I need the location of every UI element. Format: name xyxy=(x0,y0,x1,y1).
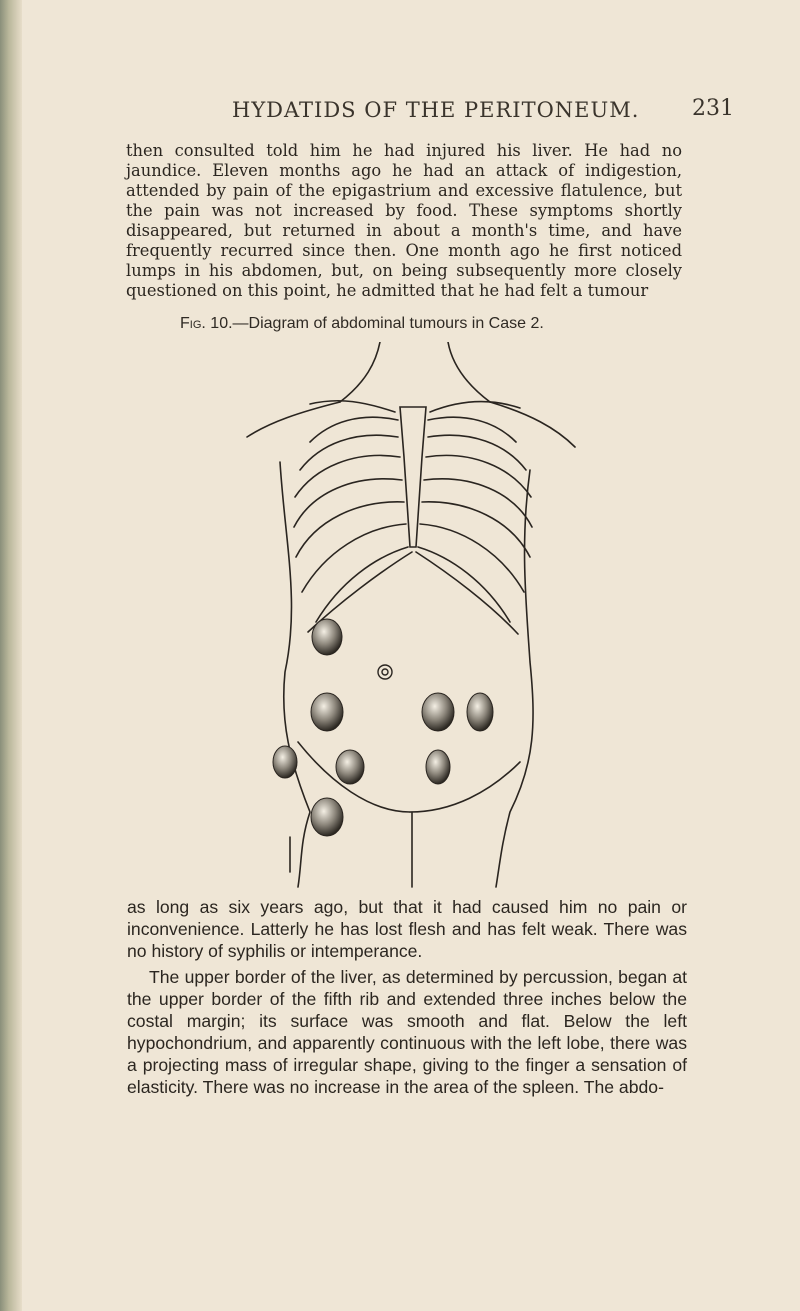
tumour-spot-2 xyxy=(311,693,343,731)
figure-caption-text: —Diagram of abdominal tumours in Case 2. xyxy=(232,315,544,332)
abdominal-tumour-diagram xyxy=(190,342,650,892)
paragraph-1-text: then consulted told him he had injured his liver. He had no jaundice. Eleven months ago he had an attack of indigestion, attended by pain of the epigastrium and excessive flatulence, but the pain was not increased by food. These symptoms shortly disappeared, but returned in about a month's time, and have frequently recurred since then. One month ago he first noticed lumps in his abdomen, but, on being subsequently more closely questioned on this point, he admitted that he had felt a tumour xyxy=(126,141,682,300)
paragraph-3 xyxy=(127,966,687,1098)
tumour-spot-5 xyxy=(273,746,297,778)
tumour-spot-1 xyxy=(312,619,342,655)
figure-label: Fig. xyxy=(180,315,206,332)
paragraph-2-text: as long as six years ago, but that it had caused him no pain or inconvenience. Latterly he has lost flesh and has felt weak. There was no history of syphilis or intemperance. xyxy=(127,897,687,961)
rib-right-2 xyxy=(428,435,526,470)
figure-number: 10. xyxy=(210,315,233,332)
running-head: HYDATIDS OF THE PERITONEUM. xyxy=(232,98,640,122)
torso-right-side xyxy=(496,470,533,887)
tumour-spot-4 xyxy=(467,693,493,731)
tumour-spot-7 xyxy=(426,750,450,784)
rib-left-5 xyxy=(296,502,404,557)
page-number: 231 xyxy=(692,96,734,121)
shoulder-left-line xyxy=(247,402,340,437)
rib-left-6 xyxy=(302,524,406,592)
rib-right-5 xyxy=(422,502,530,557)
rib-right-6 xyxy=(420,524,524,592)
rib-right-1 xyxy=(428,417,516,442)
rib-right-3 xyxy=(426,455,531,497)
shoulder-right-line xyxy=(490,402,575,447)
navel-icon xyxy=(378,665,392,679)
torso-diagram-svg xyxy=(190,342,650,892)
paragraph-3-text: The upper border of the liver, as determined by percussion, began at the upper border of the fifth rib and extended three inches below the costal margin; its surface was smooth and flat. Below the left hypochondrium, and apparently continuous with the left lobe, there was a projecting mass of irregular shape, giving to the finger a sensation of elasticity. There was no increase in the area of the spleen. The abdo- xyxy=(127,967,687,1097)
rib-left-1 xyxy=(310,417,398,442)
figure-caption xyxy=(180,315,650,333)
tumour-spot-3 xyxy=(422,693,454,731)
rib-left-2 xyxy=(300,435,398,470)
neck-left-line xyxy=(340,342,380,402)
rib-left-3 xyxy=(295,455,400,497)
tumour-spot-6 xyxy=(336,750,364,784)
paragraph-2 xyxy=(127,896,687,962)
tumour-spot-8 xyxy=(311,798,343,836)
neck-right-line xyxy=(448,342,490,402)
paragraph-1 xyxy=(126,141,682,301)
sternum xyxy=(400,407,426,547)
